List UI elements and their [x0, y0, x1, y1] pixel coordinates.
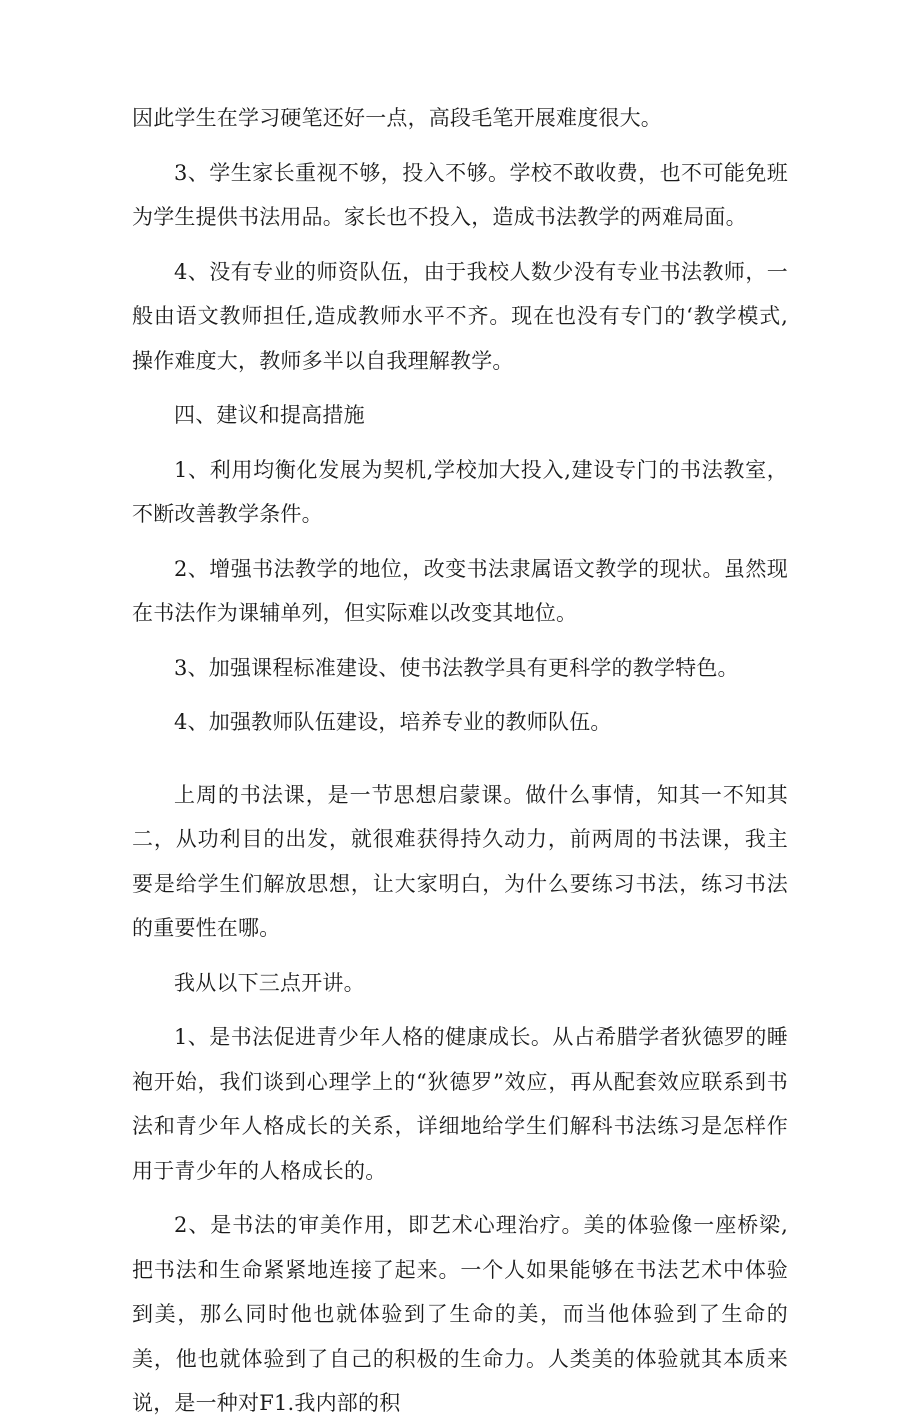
paragraph-lesson-point-1: 1、是书法促进青少年人格的健康成长。从占希腊学者狄德罗的睡袍开始，我们谈到心理学上的“狄德罗”效应，再从配套效应联系到书法和青少年人格成长的关系，详细地给学生们解科书法练习是怎样作用于青少年的人格成长的。	[132, 1025, 788, 1183]
paragraph-point-3: 3、学生家长重视不够，投入不够。学校不敢收费，也不可能免班为学生提供书法用品。家长也不投入，造成书法教学的两难局面。	[132, 160, 788, 229]
paragraph-measure-3: 3、加强课程标准建设、使书法教学具有更科学的教学特色。	[174, 655, 739, 680]
paragraph-measure-1: 1、利用均衡化发展为契机,学校加大投入,建设专门的书法教室，不断改善教学条件。	[132, 457, 788, 526]
paragraph-lesson-point-2: 2、是书法的审美作用，即艺术心理治疗。美的体验像一座桥梁,把书法和生命紧紧地连接了起来。一个人如果能够在书法艺术中体验到美，那么同时他也就体验到了生命的美，而当他体验到了生命的美，他也就体验到了自己的积极的生命力。人类美的体验就其本质来说，是一种对F1.我内部的积	[132, 1213, 788, 1415]
section-heading: 四、建议和提高措施	[174, 403, 365, 427]
paragraph-lead-in: 我从以下三点开讲。	[174, 970, 365, 995]
paragraph-intro: 上周的书法课，是一节思想启蒙课。做什么事情，知其一不知其二，从功利目的出发，就很难获得持久动力，前两周的书法课，我主要是给学生们解放思想，让大家明白，为什么要练习书法，练习书法的重要性在哪。	[132, 782, 788, 940]
paragraph-measure-2: 2、增强书法教学的地位，改变书法隶属语文教学的现状。虽然现在书法作为课辅单列，但实际难以改变其地位。	[132, 556, 788, 625]
paragraph-measure-4: 4、加强教师队伍建设，培养专业的教师队伍。	[174, 710, 612, 734]
paragraph-continuation: 因此学生在学习硬笔还好一点，高段毛笔开展难度很大。	[132, 106, 662, 130]
paragraph-point-4: 4、没有专业的师资队伍，由于我校人数少没有专业书法教师，一般由语文教师担任,造成教师水平不齐。现在也没有专门的‘教学模式,操作难度大，教师多半以自我理解教学。	[132, 259, 788, 373]
